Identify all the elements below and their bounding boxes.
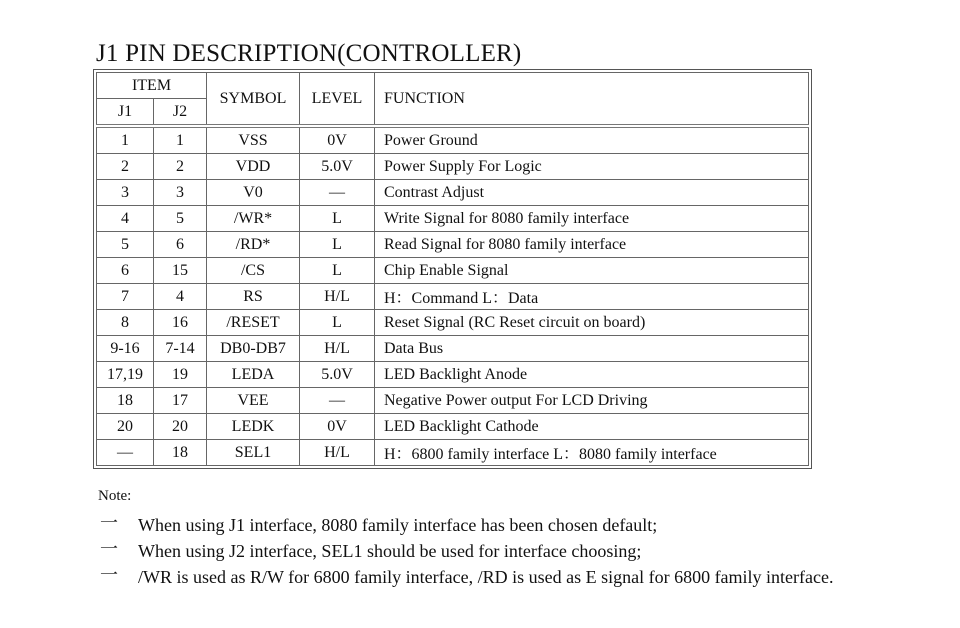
header-function: FUNCTION xyxy=(375,73,809,127)
cell-symbol: VDD xyxy=(207,154,300,180)
table-row xyxy=(97,154,809,180)
cell-symbol: VSS xyxy=(207,126,300,154)
cell-level: H/L xyxy=(300,440,375,466)
cell-function: Power Supply For Logic xyxy=(375,154,809,180)
table-row xyxy=(97,336,809,362)
header-item: ITEM xyxy=(97,73,207,99)
cell-level: L xyxy=(300,258,375,284)
cell-j1: 7 xyxy=(97,284,154,310)
note-item xyxy=(98,512,858,538)
cell-symbol: LEDK xyxy=(207,414,300,440)
cell-symbol: LEDA xyxy=(207,362,300,388)
note-text: /WR is used as R/W for 6800 family interface, /RD is used as E signal for 6800 family interface. xyxy=(138,567,834,587)
note-item xyxy=(98,564,858,590)
cell-j1: 8 xyxy=(97,310,154,336)
cell-j1: 4 xyxy=(97,206,154,232)
cell-j2: 19 xyxy=(154,362,207,388)
pin-description-table xyxy=(96,72,809,466)
cell-function: LED Backlight Anode xyxy=(375,362,809,388)
table-row xyxy=(97,414,809,440)
table-row xyxy=(97,258,809,284)
cell-j2: 4 xyxy=(154,284,207,310)
cell-j1: 20 xyxy=(97,414,154,440)
cell-level: L xyxy=(300,206,375,232)
cell-level: — xyxy=(300,388,375,414)
cell-function: H：Command L：Data xyxy=(375,284,809,310)
note-bullet: 一 xyxy=(100,513,118,533)
cell-j2: 7-14 xyxy=(154,336,207,362)
cell-symbol: V0 xyxy=(207,180,300,206)
cell-symbol: /RD* xyxy=(207,232,300,258)
cell-function: Reset Signal (RC Reset circuit on board) xyxy=(375,310,809,336)
cell-j2: 1 xyxy=(154,126,207,154)
cell-level: 5.0V xyxy=(300,154,375,180)
table-row xyxy=(97,284,809,310)
cell-level: H/L xyxy=(300,336,375,362)
cell-symbol: SEL1 xyxy=(207,440,300,466)
table-row xyxy=(97,388,809,414)
note-label: Note: xyxy=(98,488,132,504)
note-item xyxy=(98,538,858,564)
cell-function: Data Bus xyxy=(375,336,809,362)
cell-function: H：6800 family interface L：8080 family interface xyxy=(375,440,809,466)
cell-j2: 17 xyxy=(154,388,207,414)
cell-j2: 6 xyxy=(154,232,207,258)
header-j1: J1 xyxy=(97,99,154,127)
cell-j1: — xyxy=(97,440,154,466)
cell-symbol: /RESET xyxy=(207,310,300,336)
cell-j1: 18 xyxy=(97,388,154,414)
cell-function: Read Signal for 8080 family interface xyxy=(375,232,809,258)
table-row xyxy=(97,362,809,388)
cell-j2: 18 xyxy=(154,440,207,466)
cell-function: Power Ground xyxy=(375,126,809,154)
table-row xyxy=(97,180,809,206)
cell-symbol: /WR* xyxy=(207,206,300,232)
note-bullet: 一 xyxy=(100,539,118,559)
cell-j1: 6 xyxy=(97,258,154,284)
cell-j1: 3 xyxy=(97,180,154,206)
notes-list xyxy=(98,512,858,590)
cell-symbol: /CS xyxy=(207,258,300,284)
note-text: When using J2 interface, SEL1 should be used for interface choosing; xyxy=(138,541,642,561)
cell-level: H/L xyxy=(300,284,375,310)
cell-function: LED Backlight Cathode xyxy=(375,414,809,440)
table-row xyxy=(97,206,809,232)
cell-j2: 2 xyxy=(154,154,207,180)
table-row xyxy=(97,232,809,258)
cell-level: 0V xyxy=(300,126,375,154)
cell-j1: 1 xyxy=(97,126,154,154)
cell-level: L xyxy=(300,232,375,258)
table-row xyxy=(97,126,809,154)
cell-j2: 15 xyxy=(154,258,207,284)
cell-j2: 16 xyxy=(154,310,207,336)
header-symbol: SYMBOL xyxy=(207,73,300,127)
table-header xyxy=(97,73,809,127)
table-row xyxy=(97,440,809,466)
cell-j1: 9-16 xyxy=(97,336,154,362)
cell-j1: 2 xyxy=(97,154,154,180)
cell-level: — xyxy=(300,180,375,206)
cell-function: Write Signal for 8080 family interface xyxy=(375,206,809,232)
note-bullet: 一 xyxy=(100,565,118,585)
cell-function: Negative Power output For LCD Driving xyxy=(375,388,809,414)
cell-j2: 20 xyxy=(154,414,207,440)
cell-j2: 5 xyxy=(154,206,207,232)
cell-level: 5.0V xyxy=(300,362,375,388)
cell-level: 0V xyxy=(300,414,375,440)
cell-symbol: VEE xyxy=(207,388,300,414)
cell-j1: 5 xyxy=(97,232,154,258)
cell-j1: 17,19 xyxy=(97,362,154,388)
table-row xyxy=(97,310,809,336)
table-body xyxy=(97,126,809,466)
page-title: J1 PIN DESCRIPTION(CONTROLLER) xyxy=(96,40,522,67)
header-j2: J2 xyxy=(154,99,207,127)
cell-symbol: DB0-DB7 xyxy=(207,336,300,362)
header-level: LEVEL xyxy=(300,73,375,127)
note-text: When using J1 interface, 8080 family interface has been chosen default; xyxy=(138,515,658,535)
cell-function: Contrast Adjust xyxy=(375,180,809,206)
cell-function: Chip Enable Signal xyxy=(375,258,809,284)
cell-symbol: RS xyxy=(207,284,300,310)
cell-j2: 3 xyxy=(154,180,207,206)
cell-level: L xyxy=(300,310,375,336)
